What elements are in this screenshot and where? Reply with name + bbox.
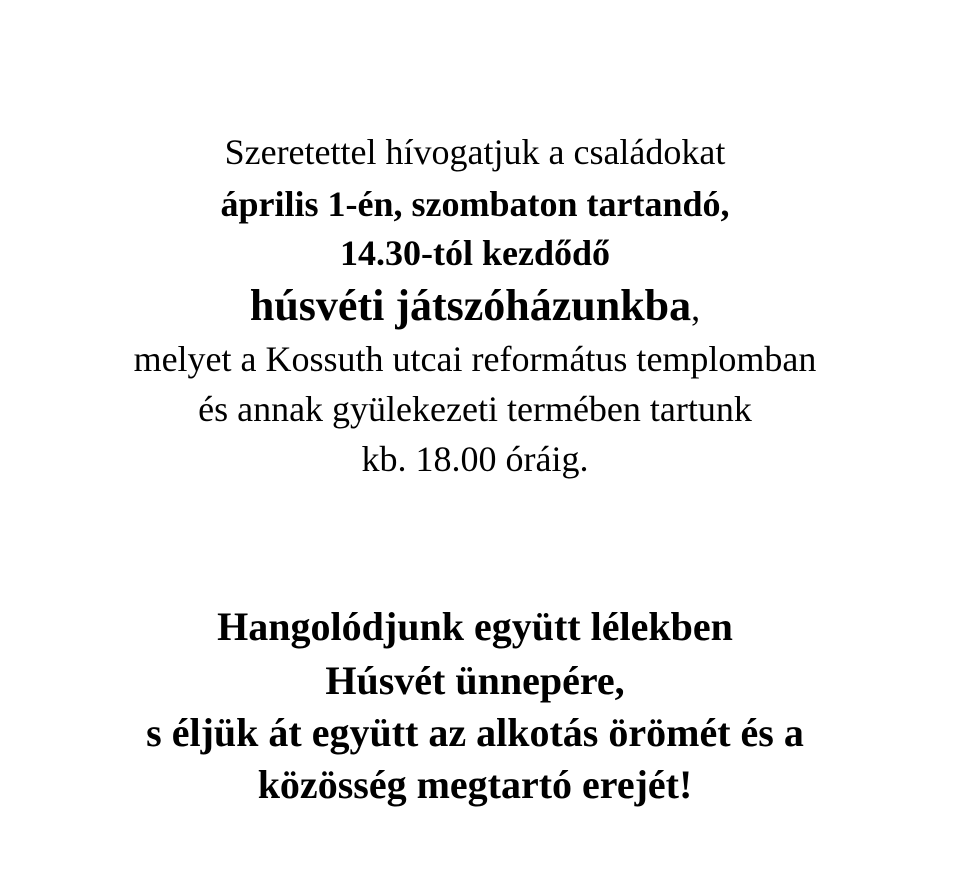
invitation-venue-line: és annak gyülekezeti termében tartunk xyxy=(198,389,752,429)
invitation-time-line: 14.30-tól kezdődő xyxy=(340,233,610,273)
invitation-line-1: Szeretettel hívogatjuk a családokat xyxy=(224,132,726,172)
motto-line-1: Hangolódjunk együtt lélekben xyxy=(217,604,733,649)
motto-line-2: Húsvét ünnepére, xyxy=(325,658,625,703)
event-title xyxy=(0,281,950,330)
event-title-punct: , xyxy=(691,288,701,328)
invitation-location-line: melyet a Kossuth utcai református templomban xyxy=(133,339,817,379)
invitation-end-time: kb. 18.00 óráig. xyxy=(361,439,589,479)
motto-line-3: s éljük át együtt az alkotás örömét és a xyxy=(146,710,804,755)
motto-line-4: közösség megtartó erejét! xyxy=(257,762,693,807)
invitation-date-line: április 1-én, szombaton tartandó, xyxy=(220,184,730,224)
event-title-text: húsvéti játszóházunkba xyxy=(249,281,692,330)
